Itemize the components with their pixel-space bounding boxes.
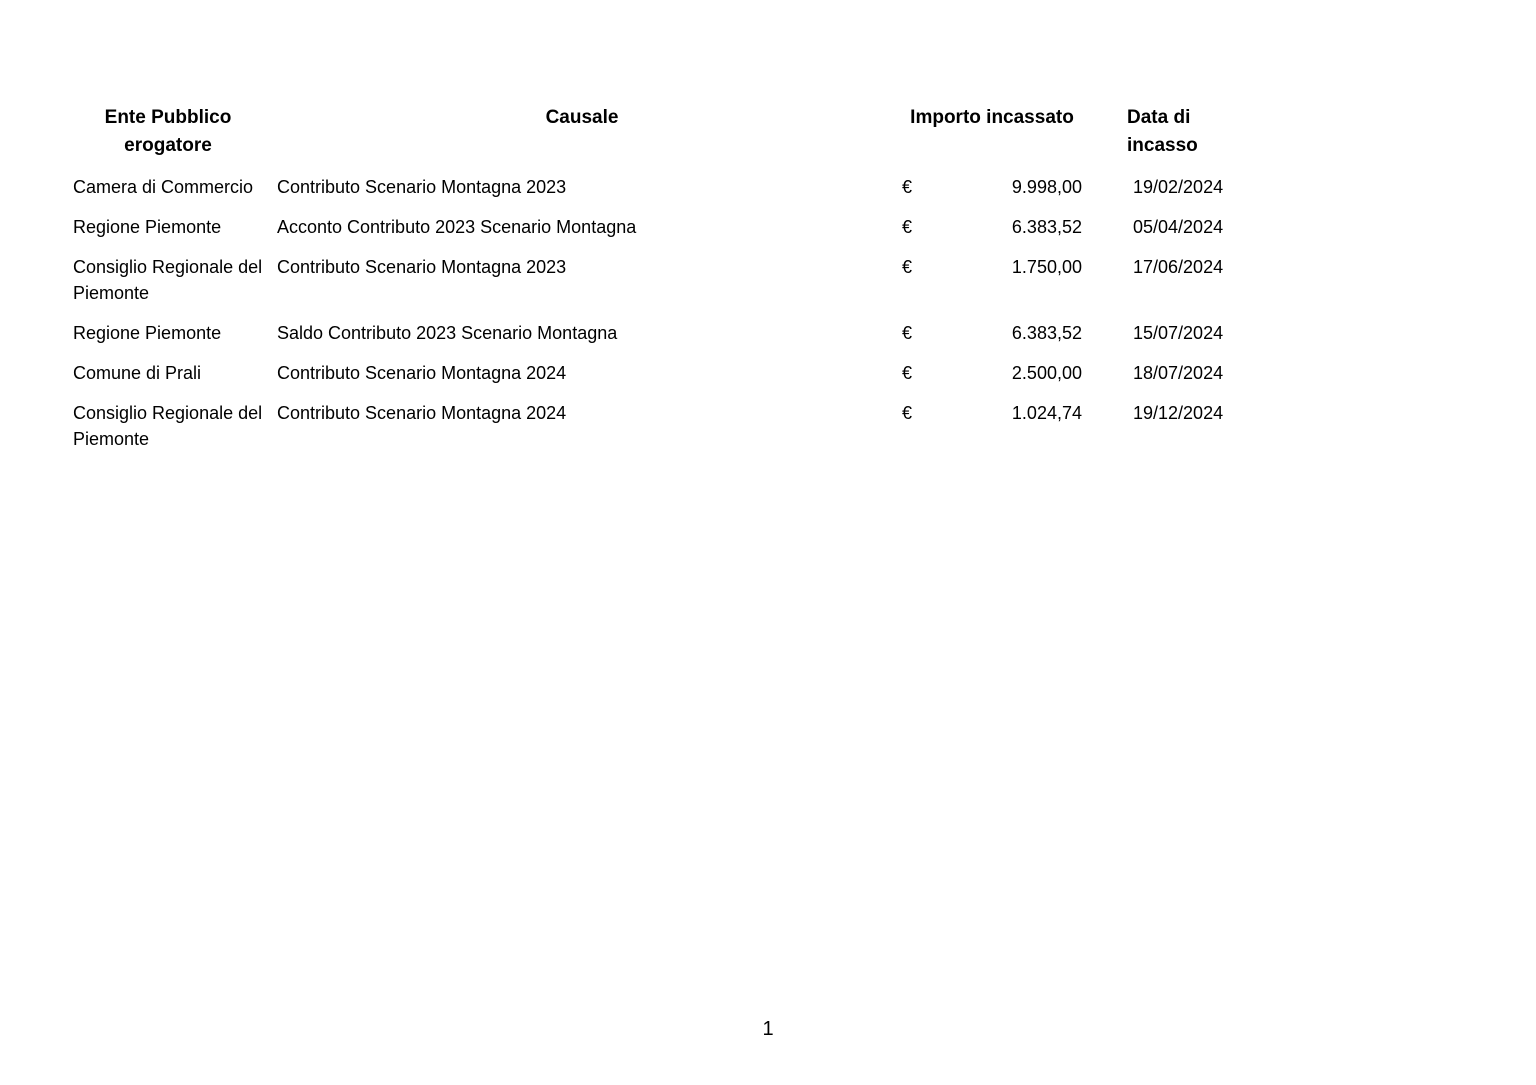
table-row [0,174,1536,214]
cell-causale: Acconto Contributo 2023 Scenario Montagna [277,217,637,237]
table-row [0,320,1536,360]
cell-data: 05/04/2024 [1133,217,1224,237]
table-header [0,104,1536,164]
cell-ente: Comune di Prali [73,363,202,383]
table-row [0,400,1536,466]
header-data: Data di incasso [1127,107,1198,156]
cell-ente: Camera di Commercio [73,177,254,197]
cell-importo: 6.383,52 [1011,217,1082,237]
cell-importo: 2.500,00 [1011,363,1082,383]
cell-causale: Saldo Contributo 2023 Scenario Montagna [277,323,618,343]
cell-data: 15/07/2024 [1133,323,1224,343]
cell-currency: € [902,217,913,237]
table-row [0,214,1536,254]
table-body [0,174,1536,466]
cell-currency: € [902,257,913,277]
cell-ente: Regione Piemonte [73,217,222,237]
table-row [0,360,1536,400]
cell-importo: 1.750,00 [1011,257,1082,277]
cell-data: 19/12/2024 [1133,403,1224,423]
header-ente: Ente Pubblico erogatore [104,107,232,156]
cell-importo: 9.998,00 [1011,177,1082,197]
cell-causale: Contributo Scenario Montagna 2023 [277,177,567,197]
cell-currency: € [902,323,913,343]
cell-currency: € [902,403,913,423]
cell-currency: € [902,177,913,197]
cell-importo: 1.024,74 [1011,403,1082,423]
cell-currency: € [902,363,913,383]
cell-data: 19/02/2024 [1133,177,1224,197]
cell-ente: Regione Piemonte [73,323,222,343]
cell-importo: 6.383,52 [1011,323,1082,343]
cell-data: 18/07/2024 [1133,363,1224,383]
cell-ente: Consiglio Regionale del Piemonte [73,257,263,303]
cell-ente: Consiglio Regionale del Piemonte [73,403,263,449]
cell-data: 17/06/2024 [1133,257,1224,277]
table-row [0,254,1536,320]
cell-causale: Contributo Scenario Montagna 2024 [277,363,567,383]
page-number: 1 [762,1018,774,1040]
header-causale: Causale [545,107,619,128]
header-importo: Importo incassato [910,107,1074,128]
cell-causale: Contributo Scenario Montagna 2023 [277,257,567,277]
cell-causale: Contributo Scenario Montagna 2024 [277,403,567,423]
